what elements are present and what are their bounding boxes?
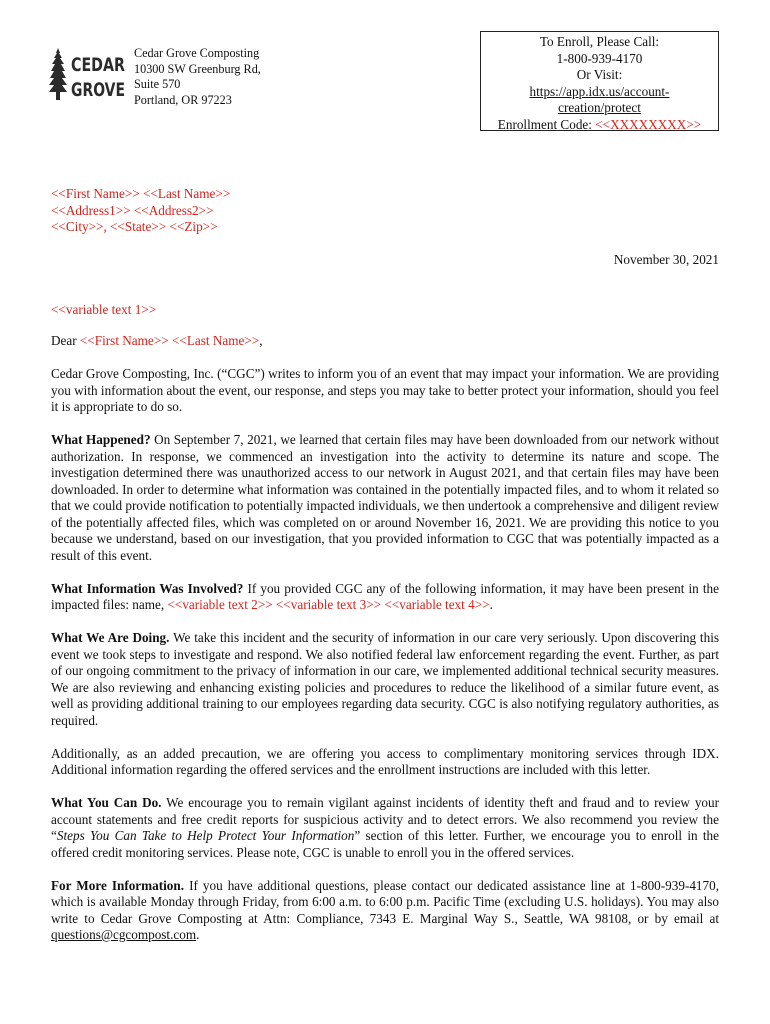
more-info-text: If you have additional questions, please contact our dedicated assistance line at 1-800-939-4170, which is available Monday through Friday, from 6:00 a.m. to 6:00 p.m. Pacific Time (excluding U.S. holidays). You may also write to Cedar Grove Composting at Attn: Compliance, 7343 E. Marginal Way S., Seattle, WA 98108, or by email at (51, 877, 720, 926)
additionally-paragraph: Additionally, as an added precaution, we are offering you access to complimentary monitoring services through IDX. Additional information regarding the offered services and the enrollment instructions are included with this letter. (51, 745, 719, 777)
salutation-dear: Dear (51, 333, 80, 348)
what-we-are-doing-heading: What We Are Doing. (51, 630, 170, 645)
info-involved-text: If you provided CGC any of the following information, it may have been present in the impacted files: name, (51, 580, 719, 612)
info-involved-vars: <<variable text 2>> <<variable text 3>> <<variable text 4>> (167, 597, 490, 612)
enroll-visit-label: Or Visit: (576, 67, 623, 83)
what-you-can-do-text-2: ” section of this letter. Further, we encourage you to enroll in the offered credit monitoring services. Please note, CGC is unable to enroll you in the offered services. (51, 828, 719, 860)
variable-text-1: <<variable text 1>> (51, 302, 157, 317)
enroll-phone: 1-800-939-4170 (556, 50, 643, 66)
enrollment-box (480, 31, 719, 131)
salutation-comma: , (259, 333, 263, 348)
what-you-can-do-heading: What You Can Do. (51, 795, 162, 810)
intro-paragraph: Cedar Grove Composting, Inc. (“CGC”) writes to inform you of an event that may impact your information. We are providing you with information about the event, our response, and steps you may take to better protect your information, should you feel it is appropriate to do so. (51, 366, 719, 414)
what-we-are-doing-paragraph (51, 630, 719, 729)
recipient-name: <<First Name>> <<Last Name>> (51, 186, 231, 201)
more-info-paragraph (51, 878, 719, 944)
sender-street: 10300 SW Greenburg Rd, (134, 61, 261, 76)
more-info-heading: For More Information. (51, 877, 185, 893)
tree-icon (50, 47, 126, 103)
sender-name: Cedar Grove Composting (134, 46, 260, 60)
what-happened-paragraph (51, 432, 719, 564)
recipient-address (51, 186, 230, 236)
salutation-name: <<First Name>> <<Last Name>> (79, 333, 260, 348)
what-happened-heading: What Happened? (51, 432, 151, 447)
recipient-address-line: <<Address1>> <<Address2>> (51, 202, 214, 218)
sender-city: Portland, OR 97223 (134, 92, 232, 107)
more-info-end: . (196, 927, 200, 942)
enroll-url-line2[interactable]: creation/protect (558, 100, 641, 116)
info-involved-heading: What Information Was Involved? (51, 580, 244, 596)
letter-body (51, 333, 719, 960)
cedar-grove-logo (50, 47, 126, 103)
what-happened-text: On September 7, 2021, we learned that certain files may have been downloaded from our network without authorization. In response, we commenced an investigation into the activity to determine its nature and scope. The investigation determined there was unauthorized access to our network in August 2021, and that certain files may have been downloaded. In order to determine what information was contained in the potentially impacted files, and to whom it related so that we could provide notification to potentially impacted individuals, we then undertook a comprehensive and diligent review of the potentially affected files, which was completed on or around November 16, 2021. We are providing this notice to you because we understand, based on our investigation, that you provided information to CGC that was potentially impacted as a result of this event. (51, 432, 720, 563)
what-we-are-doing-text: We take this incident and the security of information in our care very seriously. Upon discovering this event we took steps to investigate and respond. We also notified federal law enforcement regarding the event. Further, as part of our ongoing commitment to the privacy of information in our care, we implemented additional technical security measures. We are also reviewing and enhancing existing policies and procedures to reduce the likelihood of a similar future event, as well as providing additional training to our employees regarding data security. CGC is also notifying regulatory authorities, as required. (51, 630, 719, 728)
enrollment-code-value: <<XXXXXXXX>> (595, 116, 702, 132)
logo-word-1: CEDAR (71, 54, 126, 76)
info-involved-paragraph (51, 581, 719, 614)
what-you-can-do-paragraph (51, 795, 719, 861)
sender-address (134, 46, 261, 108)
logo-word-2: GROVE (71, 79, 125, 101)
steps-section-title: Steps You Can Take to Help Protect Your Information (56, 828, 355, 843)
what-you-can-do-text-1: We encourage you to remain vigilant against incidents of identity theft and fraud and to review your account statements and free credit reports for suspicious activity and to detect errors. We also recommend you review the “ (51, 795, 720, 843)
enroll-call-label: To Enroll, Please Call: (539, 34, 660, 49)
enrollment-code (481, 117, 718, 134)
info-involved-end: . (489, 597, 493, 612)
recipient-city-line: <<City>>, <<State>> <<Zip>> (51, 219, 218, 235)
letter-date: November 30, 2021 (613, 252, 719, 267)
email-link[interactable]: questions@cgcompost.com (51, 927, 197, 942)
enrollment-code-label: Enrollment Code: (497, 116, 596, 132)
enroll-url-line1[interactable]: https://app.idx.us/account- (529, 83, 670, 99)
salutation (51, 333, 719, 350)
sender-suite: Suite 570 (134, 77, 181, 91)
